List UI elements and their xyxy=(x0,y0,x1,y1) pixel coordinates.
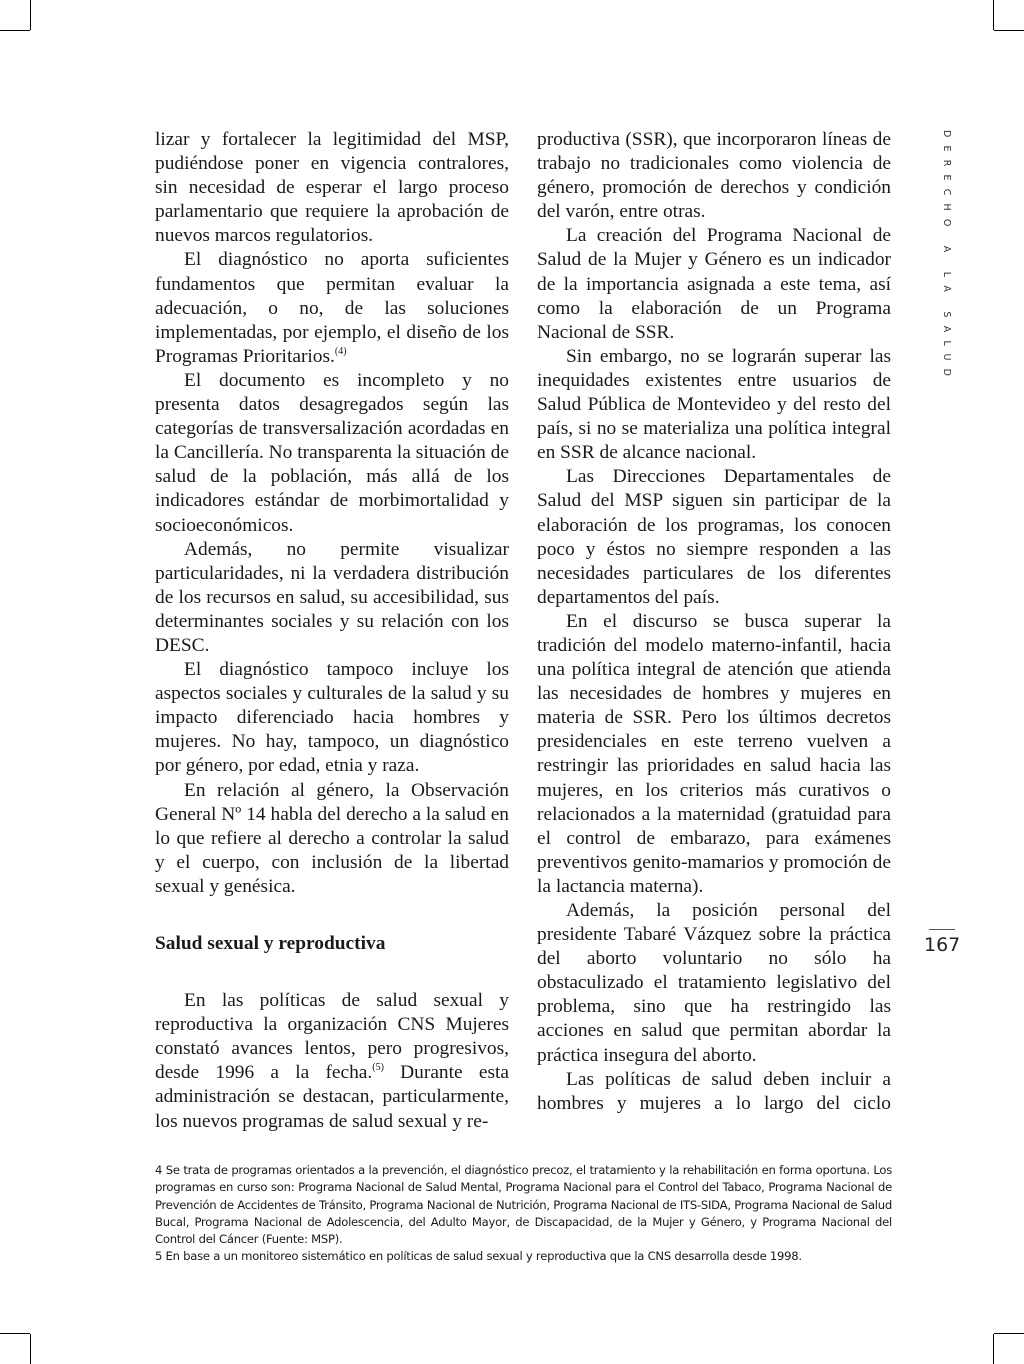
paragraph: El diagnóstico tampoco incluye los aspectos sociales y culturales de la salud y su impacto diferenciado hacia hombres y mujeres. No hay, tampoco, un diagnóstico por género, por edad, etnia y raza. xyxy=(155,659,509,777)
footnote-ref: (5) xyxy=(372,1062,384,1074)
crop-mark xyxy=(993,1334,994,1364)
paragraph: El documento es incompleto y no presenta datos desagregados según las categorías de transversalización acordadas en la Cancillería. No transparenta la situación de salud de la población, más allá de los indicadores estándar de morbimortalidad y socioeconómicos. xyxy=(155,369,509,536)
paragraph: Las políticas de salud deben incluir a hombres y mujeres a lo largo del ciclo xyxy=(537,1068,891,1114)
running-head: DERECHO A LA SALUD xyxy=(941,130,952,385)
page-number: 167 xyxy=(924,934,961,956)
folio-rule xyxy=(929,929,955,930)
crop-mark xyxy=(993,0,994,30)
paragraph: lizar y fortalecer la legitimidad del MSP, pudiéndose poner en vigencia contralores, sin necesidad de esperar el largo proceso parlamentario que requiere la aprobación de nuevos marcos regulatorios. xyxy=(155,129,509,247)
paragraph-text: Durante esta administración se destacan, particularmente, los nuevos programas de salud sexual y re- xyxy=(155,1062,509,1132)
paragraph: En el discurso se busca superar la tradición del modelo materno-infantil, hacia una política integral de atención que atienda las necesidades de hombres y mujeres en materia de SSR. Pero los últimos decretos presidenciales en este terreno vuelven a restringir las prioridades en salud hacia las mujeres, en los criterios más curativos o relacionados a la maternidad (gratuidad para el control de embarazo, para exámenes preventivos genito-mamarios y promoción de la lactancia materna). xyxy=(537,610,891,897)
paragraph: Las Direcciones Departamentales de Salud del MSP siguen sin participar de la elaboración de los programas, los conocen poco y éstos no siempre responden a las necesidades particulares de los diferentes departamentos del país. xyxy=(537,466,891,608)
crop-mark xyxy=(994,1333,1024,1334)
paragraph: La creación del Programa Nacional de Salud de la Mujer y Género es un indicador de la importancia asignada a este tema, así como la elaboración de un Programa Nacional de SSR. xyxy=(537,225,891,343)
text-column-right xyxy=(537,128,891,1116)
paragraph: productiva (SSR), que incorporaron líneas de trabajo no tradicionales como violencia de género, promoción de derechos y condición del varón, entre otras. xyxy=(537,129,891,223)
paragraph xyxy=(155,248,509,368)
crop-mark xyxy=(0,30,30,31)
crop-mark xyxy=(994,30,1024,31)
paragraph xyxy=(155,989,509,1134)
footnote-ref: (4) xyxy=(334,345,347,357)
paragraph: Además, la posición personal del presidente Tabaré Vázquez sobre la práctica del aborto voluntario no sólo ha obstaculizado el tratamiento legislativo del problema, sino que ha restringido las acciones en salud que permitan abordar la práctica insegura del aborto. xyxy=(537,900,891,1066)
footnote: 5 En base a un monitoreo sistemático en políticas de salud sexual y reproductiva que la CNS desarrolla desde 1998. xyxy=(155,1249,802,1264)
text-column-left xyxy=(155,128,509,1134)
paragraph: Además, no permite visualizar particularidades, ni la verdadera distribución de los recursos en salud, su accesibilidad, sus determinantes sociales y su relación con los DESC. xyxy=(155,538,509,656)
crop-mark xyxy=(30,1334,31,1364)
section-heading: Salud sexual y reproductiva xyxy=(155,933,386,954)
crop-mark xyxy=(0,1333,30,1334)
paragraph: Sin embargo, no se lograrán superar las inequidades existentes entre usuarios de Salud Pública de Montevideo y del resto del país, si no se materializa una política integral en SSR de alcance nacional. xyxy=(537,345,891,464)
paragraph-text: En las políticas de salud sexual y reproductiva la organización CNS Mujeres constató avances lentos, pero progresivos, desde 1996 a la fecha. xyxy=(155,990,509,1084)
paragraph-text: El diagnóstico no aporta suficientes fundamentos que permitan evaluar la adecuación, o no, de las soluciones implementadas, por ejemplo, el diseño de los Programas Prioritarios. xyxy=(155,249,509,367)
footnotes xyxy=(155,1162,892,1266)
footnote: 4 Se trata de programas orientados a la prevención, el diagnóstico precoz, el tratamiento y la rehabilitación en forma oportuna. Los programas en curso son: Programa Nacional de Salud Mental, Programa Nacional para el Control del Tabaco, Programa Nacional de Prevención de Accidentes de Tránsito, Programa Nacional de Nutrición, Programa Nacional de ITS-SIDA, Programa Nacional de Salud Bucal, Programa Nacional de Adolescencia, del Adulto Mayor, de Discapacidad, de la Mujer y Género, y Programa Nacional del Control del Cáncer (Fuente: MSP). xyxy=(155,1163,892,1247)
crop-mark xyxy=(30,0,31,30)
paragraph: En relación al género, la Observación General Nº 14 habla del derecho a la salud en lo que refiere al derecho a controlar la salud y el cuerpo, con inclusión de la libertad sexual y genésica. xyxy=(155,779,509,897)
